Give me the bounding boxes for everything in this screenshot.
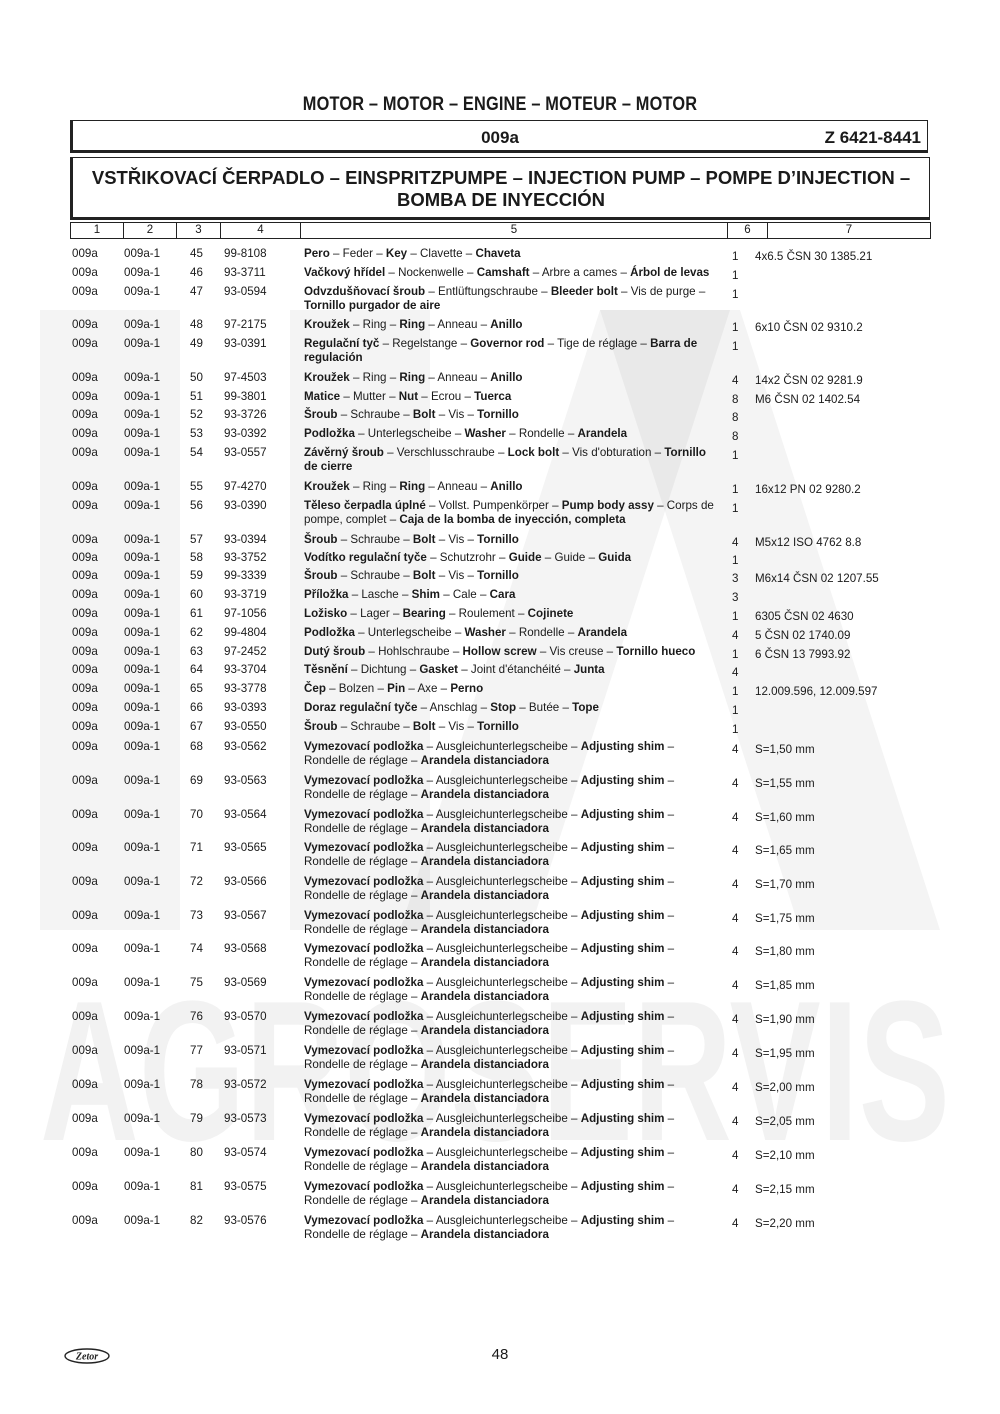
group-title: VSTŘIKOVACÍ ČERPADLO – EINSPRITZPUMPE – INJECTION PUMP – POMPE D’INJECTION – BOMBA DE INYECCIÓN bbox=[91, 167, 911, 210]
cell-c4: 93-0572 bbox=[224, 1078, 267, 1091]
cell-c3: 70 bbox=[190, 808, 203, 821]
cell-c3: 62 bbox=[190, 626, 203, 639]
cell-c7: S=1,80 mm bbox=[755, 945, 815, 958]
cell-c4: 93-0568 bbox=[224, 942, 267, 955]
cell-c4: 99-3339 bbox=[224, 569, 267, 582]
cell-c4: 93-0394 bbox=[224, 533, 267, 546]
cell-c5: Vymezovací podložka – Ausgleichunterlegscheibe – Adjusting shim – Rondelle de réglage – Arandela distanciadora bbox=[304, 1146, 675, 1173]
cell-c3: 60 bbox=[190, 588, 203, 601]
cell-c2: 009a-1 bbox=[124, 875, 161, 888]
column-header: 7 bbox=[845, 224, 853, 236]
section-code: 009a bbox=[481, 128, 519, 147]
section-header bbox=[70, 120, 928, 153]
cell-c3: 64 bbox=[190, 663, 203, 676]
cell-c3: 66 bbox=[190, 701, 203, 714]
cell-c4: 99-4804 bbox=[224, 626, 267, 639]
cell-c6: 1 bbox=[732, 288, 739, 301]
cell-c7: S=1,50 mm bbox=[755, 743, 815, 756]
cell-c4: 93-0563 bbox=[224, 774, 267, 787]
cell-c3: 81 bbox=[190, 1180, 203, 1193]
cell-c2: 009a-1 bbox=[124, 1146, 161, 1159]
cell-c5: Kroužek – Ring – Ring – Anneau – Anillo bbox=[304, 371, 523, 384]
cell-c7: M6 ČSN 02 1402.54 bbox=[755, 393, 861, 406]
cell-c2: 009a-1 bbox=[124, 774, 161, 787]
cell-c4: 93-0557 bbox=[224, 446, 267, 459]
cell-c2: 009a-1 bbox=[124, 1078, 161, 1091]
cell-c3: 73 bbox=[190, 909, 203, 922]
cell-c6: 4 bbox=[732, 1013, 739, 1026]
cell-c5: Vymezovací podložka – Ausgleichunterlegscheibe – Adjusting shim – Rondelle de réglage – Arandela distanciadora bbox=[304, 1044, 675, 1071]
cell-c2: 009a-1 bbox=[124, 480, 161, 493]
cell-c1: 009a bbox=[72, 1044, 98, 1057]
cell-c5: Vymezovací podložka – Ausgleichunterlegscheibe – Adjusting shim – Rondelle de réglage – Arandela distanciadora bbox=[304, 808, 675, 835]
cell-c1: 009a bbox=[72, 588, 98, 601]
cell-c6: 4 bbox=[732, 945, 739, 958]
cell-c4: 99-3801 bbox=[224, 390, 267, 403]
cell-c1: 009a bbox=[72, 569, 98, 582]
cell-c5: Šroub – Schraube – Bolt – Vis – Tornillo bbox=[304, 408, 519, 421]
cell-c3: 63 bbox=[190, 645, 203, 658]
cell-c1: 009a bbox=[72, 701, 98, 714]
cell-c7: 4x6.5 ČSN 30 1385.21 bbox=[755, 250, 873, 263]
cell-c3: 57 bbox=[190, 533, 203, 546]
cell-c2: 009a-1 bbox=[124, 976, 161, 989]
cell-c5: Vodítko regulační tyče – Schutzrohr – Guide – Guide – Guida bbox=[304, 551, 632, 564]
column-header: 2 bbox=[124, 223, 177, 238]
cell-c2: 009a-1 bbox=[124, 663, 161, 676]
cell-c2: 009a-1 bbox=[124, 682, 161, 695]
cell-c7: 14x2 ČSN 02 9281.9 bbox=[755, 374, 863, 387]
cell-c4: 97-2175 bbox=[224, 318, 267, 331]
cell-c4: 93-0594 bbox=[224, 285, 267, 298]
cell-c3: 54 bbox=[190, 446, 203, 459]
cell-c2: 009a-1 bbox=[124, 588, 161, 601]
cell-c1: 009a bbox=[72, 446, 98, 459]
cell-c2: 009a-1 bbox=[124, 607, 161, 620]
cell-c3: 76 bbox=[190, 1010, 203, 1023]
cell-c4: 93-0393 bbox=[224, 701, 267, 714]
cell-c5: Čep – Bolzen – Pin – Axe – Perno bbox=[304, 682, 484, 695]
cell-c6: 1 bbox=[732, 723, 739, 736]
column-header: 5 bbox=[301, 223, 728, 238]
cell-c1: 009a bbox=[72, 408, 98, 421]
cell-c7: S=1,70 mm bbox=[755, 878, 815, 891]
cell-c6: 4 bbox=[732, 743, 739, 756]
cell-c3: 71 bbox=[190, 841, 203, 854]
cell-c1: 009a bbox=[72, 976, 98, 989]
cell-c4: 93-0391 bbox=[224, 337, 267, 350]
cell-c5: Vačkový hřídel – Nockenwelle – Camshaft – Arbre a cames – Árbol de levas bbox=[304, 266, 710, 279]
cell-c5: Odvzdušňovací šroub – Entlüftungschraube – Bleeder bolt – Vis de purge – Tornillo purgador de aire bbox=[304, 285, 706, 312]
cell-c7: S=1,90 mm bbox=[755, 1013, 815, 1026]
cell-c3: 45 bbox=[190, 247, 203, 260]
cell-c1: 009a bbox=[72, 266, 98, 279]
cell-c5: Regulační tyč – Regelstange – Governor rod – Tige de réglage – Barra de regulación bbox=[304, 337, 698, 364]
cell-c3: 52 bbox=[190, 408, 203, 421]
cell-c1: 009a bbox=[72, 427, 98, 440]
cell-c4: 97-1056 bbox=[224, 607, 267, 620]
cell-c1: 009a bbox=[72, 1214, 98, 1227]
cell-c6: 8 bbox=[732, 430, 739, 443]
cell-c3: 59 bbox=[190, 569, 203, 582]
cell-c3: 75 bbox=[190, 976, 203, 989]
cell-c5: Podložka – Unterlegscheibe – Washer – Rondelle – Arandela bbox=[304, 427, 628, 440]
cell-c6: 1 bbox=[732, 340, 739, 353]
cell-c5: Matice – Mutter – Nut – Ecrou – Tuerca bbox=[304, 390, 512, 403]
cell-c7: S=1,60 mm bbox=[755, 811, 815, 824]
cell-c3: 69 bbox=[190, 774, 203, 787]
column-header: 1 bbox=[71, 223, 124, 238]
cell-c6: 4 bbox=[732, 912, 739, 925]
cell-c1: 009a bbox=[72, 247, 98, 260]
cell-c3: 48 bbox=[190, 318, 203, 331]
page-number: 48 bbox=[491, 1346, 509, 1363]
cell-c1: 009a bbox=[72, 480, 98, 493]
watermark-text: AGROSERVIS bbox=[40, 960, 950, 1183]
cell-c7: M5x12 ISO 4762 8.8 bbox=[755, 536, 862, 549]
cell-c7: 6x10 ČSN 02 9310.2 bbox=[755, 321, 863, 334]
cell-c1: 009a bbox=[72, 808, 98, 821]
cell-c1: 009a bbox=[72, 499, 98, 512]
cell-c3: 72 bbox=[190, 875, 203, 888]
cell-c2: 009a-1 bbox=[124, 337, 161, 350]
cell-c3: 61 bbox=[190, 607, 203, 620]
cell-c6: 4 bbox=[732, 811, 739, 824]
cell-c5: Vymezovací podložka – Ausgleichunterlegscheibe – Adjusting shim – Rondelle de réglage – Arandela distanciadora bbox=[304, 1180, 675, 1207]
cell-c1: 009a bbox=[72, 663, 98, 676]
cell-c5: Vymezovací podložka – Ausgleichunterlegscheibe – Adjusting shim – Rondelle de réglage – Arandela distanciadora bbox=[304, 942, 675, 969]
cell-c6: 1 bbox=[732, 449, 739, 462]
cell-c4: 93-3719 bbox=[224, 588, 267, 601]
cell-c6: 1 bbox=[732, 269, 739, 282]
cell-c1: 009a bbox=[72, 1112, 98, 1125]
cell-c2: 009a-1 bbox=[124, 1044, 161, 1057]
cell-c2: 009a-1 bbox=[124, 626, 161, 639]
cell-c6: 1 bbox=[732, 610, 739, 623]
cell-c4: 93-0569 bbox=[224, 976, 267, 989]
cell-c3: 53 bbox=[190, 427, 203, 440]
cell-c4: 93-0576 bbox=[224, 1214, 267, 1227]
cell-c4: 93-3778 bbox=[224, 682, 267, 695]
cell-c3: 74 bbox=[190, 942, 203, 955]
cell-c2: 009a-1 bbox=[124, 499, 161, 512]
cell-c6: 4 bbox=[732, 1115, 739, 1128]
cell-c5: Šroub – Schraube – Bolt – Vis – Tornillo bbox=[304, 720, 519, 733]
model-code: Z 6421-8441 bbox=[824, 128, 921, 147]
cell-c2: 009a-1 bbox=[124, 533, 161, 546]
cell-c4: 93-3726 bbox=[224, 408, 267, 421]
cell-c3: 58 bbox=[190, 551, 203, 564]
cell-c1: 009a bbox=[72, 740, 98, 753]
cell-c6: 4 bbox=[732, 666, 739, 679]
cell-c4: 97-4270 bbox=[224, 480, 267, 493]
cell-c7: S=1,95 mm bbox=[755, 1047, 815, 1060]
cell-c3: 46 bbox=[190, 266, 203, 279]
cell-c1: 009a bbox=[72, 551, 98, 564]
cell-c2: 009a-1 bbox=[124, 942, 161, 955]
cell-c1: 009a bbox=[72, 909, 98, 922]
cell-c3: 67 bbox=[190, 720, 203, 733]
cell-c7: S=1,85 mm bbox=[755, 979, 815, 992]
cell-c7: S=2,10 mm bbox=[755, 1149, 815, 1162]
cell-c5: Vymezovací podložka – Ausgleichunterlegscheibe – Adjusting shim – Rondelle de réglage – Arandela distanciadora bbox=[304, 841, 675, 868]
cell-c5: Kroužek – Ring – Ring – Anneau – Anillo bbox=[304, 480, 523, 493]
cell-c4: 93-0392 bbox=[224, 427, 267, 440]
cell-c4: 93-0571 bbox=[224, 1044, 267, 1057]
cell-c1: 009a bbox=[72, 337, 98, 350]
cell-c2: 009a-1 bbox=[124, 720, 161, 733]
cell-c5: Vymezovací podložka – Ausgleichunterlegscheibe – Adjusting shim – Rondelle de réglage – Arandela distanciadora bbox=[304, 740, 675, 767]
cell-c6: 1 bbox=[732, 321, 739, 334]
cell-c5: Vymezovací podložka – Ausgleichunterlegscheibe – Adjusting shim – Rondelle de réglage – Arandela distanciadora bbox=[304, 1078, 675, 1105]
cell-c6: 4 bbox=[732, 1081, 739, 1094]
cell-c3: 78 bbox=[190, 1078, 203, 1091]
cell-c3: 55 bbox=[190, 480, 203, 493]
cell-c5: Vymezovací podložka – Ausgleichunterlegscheibe – Adjusting shim – Rondelle de réglage – Arandela distanciadora bbox=[304, 774, 675, 801]
cell-c2: 009a-1 bbox=[124, 1112, 161, 1125]
cell-c6: 1 bbox=[732, 704, 739, 717]
cell-c2: 009a-1 bbox=[124, 645, 161, 658]
cell-c1: 009a bbox=[72, 875, 98, 888]
cell-c4: 99-8108 bbox=[224, 247, 267, 260]
cell-c1: 009a bbox=[72, 841, 98, 854]
cell-c2: 009a-1 bbox=[124, 318, 161, 331]
cell-c3: 79 bbox=[190, 1112, 203, 1125]
cell-c1: 009a bbox=[72, 1078, 98, 1091]
cell-c6: 1 bbox=[732, 648, 739, 661]
page-title: MOTOR – MOTOR – ENGINE – MOTEUR – MOTOR bbox=[302, 94, 698, 115]
cell-c7: 6 ČSN 13 7993.92 bbox=[755, 648, 851, 661]
cell-c7: S=2,20 mm bbox=[755, 1217, 815, 1230]
cell-c2: 009a-1 bbox=[124, 701, 161, 714]
cell-c2: 009a-1 bbox=[124, 551, 161, 564]
cell-c4: 93-0564 bbox=[224, 808, 267, 821]
group-header bbox=[70, 157, 930, 220]
cell-c5: Těleso čerpadla úplné – Vollst. Pumpenkörper – Pump body assy – Corps de pompe, complet – Caja de la bomba de inyección, completa bbox=[304, 499, 714, 526]
cell-c4: 93-3752 bbox=[224, 551, 267, 564]
cell-c2: 009a-1 bbox=[124, 408, 161, 421]
cell-c5: Vymezovací podložka – Ausgleichunterlegscheibe – Adjusting shim – Rondelle de réglage – Arandela distanciadora bbox=[304, 976, 675, 1003]
cell-c7: M6x14 ČSN 02 1207.55 bbox=[755, 572, 879, 585]
cell-c6: 4 bbox=[732, 536, 739, 549]
cell-c7: S=2,15 mm bbox=[755, 1183, 815, 1196]
cell-c4: 93-0565 bbox=[224, 841, 267, 854]
cell-c5: Vymezovací podložka – Ausgleichunterlegscheibe – Adjusting shim – Rondelle de réglage – Arandela distanciadora bbox=[304, 1112, 675, 1139]
cell-c4: 93-3711 bbox=[224, 266, 266, 279]
cell-c1: 009a bbox=[72, 390, 98, 403]
cell-c1: 009a bbox=[72, 682, 98, 695]
cell-c5: Vymezovací podložka – Ausgleichunterlegscheibe – Adjusting shim – Rondelle de réglage – Arandela distanciadora bbox=[304, 1214, 675, 1241]
cell-c2: 009a-1 bbox=[124, 841, 161, 854]
zetor-logo-text: Zetor bbox=[75, 1351, 99, 1363]
cell-c5: Vymezovací podložka – Ausgleichunterlegscheibe – Adjusting shim – Rondelle de réglage – Arandela distanciadora bbox=[304, 1010, 675, 1037]
cell-c2: 009a-1 bbox=[124, 285, 161, 298]
cell-c6: 4 bbox=[732, 1149, 739, 1162]
cell-c1: 009a bbox=[72, 1180, 98, 1193]
cell-c5: Dutý šroub – Hohlschraube – Hollow screw – Vis creuse – Tornillo hueco bbox=[304, 645, 696, 658]
cell-c3: 80 bbox=[190, 1146, 203, 1159]
column-header: 6 bbox=[728, 223, 768, 238]
cell-c5: Vymezovací podložka – Ausgleichunterlegscheibe – Adjusting shim – Rondelle de réglage – Arandela distanciadora bbox=[304, 909, 675, 936]
cell-c4: 93-0562 bbox=[224, 740, 267, 753]
cell-c1: 009a bbox=[72, 371, 98, 384]
cell-c5: Kroužek – Ring – Ring – Anneau – Anillo bbox=[304, 318, 523, 331]
cell-c4: 97-4503 bbox=[224, 371, 267, 384]
cell-c7: S=1,55 mm bbox=[755, 777, 815, 790]
cell-c3: 47 bbox=[190, 285, 203, 298]
cell-c1: 009a bbox=[72, 720, 98, 733]
column-header: 3 bbox=[177, 223, 221, 238]
cell-c2: 009a-1 bbox=[124, 390, 161, 403]
cell-c6: 4 bbox=[732, 1047, 739, 1060]
cell-c6: 4 bbox=[732, 629, 739, 642]
cell-c5: Šroub – Schraube – Bolt – Vis – Tornillo bbox=[304, 569, 519, 582]
cell-c5: Pero – Feder – Key – Clavette – Chaveta bbox=[304, 247, 521, 260]
cell-c6: 1 bbox=[732, 483, 739, 496]
cell-c5: Doraz regulační tyče – Anschlag – Stop – Butée – Tope bbox=[304, 701, 599, 714]
cell-c3: 50 bbox=[190, 371, 203, 384]
cell-c1: 009a bbox=[72, 645, 98, 658]
cell-c5: Závěrný šroub – Verschlusschraube – Lock bolt – Vis d'obturation – Tornillo de cierre bbox=[304, 446, 706, 473]
cell-c5: Vymezovací podložka – Ausgleichunterlegscheibe – Adjusting shim – Rondelle de réglage – Arandela distanciadora bbox=[304, 875, 675, 902]
cell-c6: 3 bbox=[732, 591, 739, 604]
cell-c6: 1 bbox=[732, 250, 739, 263]
cell-c3: 56 bbox=[190, 499, 203, 512]
cell-c3: 82 bbox=[190, 1214, 203, 1227]
cell-c1: 009a bbox=[72, 942, 98, 955]
cell-c1: 009a bbox=[72, 285, 98, 298]
cell-c4: 93-0573 bbox=[224, 1112, 267, 1125]
cell-c6: 4 bbox=[732, 777, 739, 790]
cell-c7: 6305 ČSN 02 4630 bbox=[755, 610, 854, 623]
cell-c1: 009a bbox=[72, 607, 98, 620]
cell-c3: 65 bbox=[190, 682, 203, 695]
cell-c6: 1 bbox=[732, 554, 739, 567]
cell-c5: Ložisko – Lager – Bearing – Roulement – Cojinete bbox=[304, 607, 574, 620]
cell-c4: 97-2452 bbox=[224, 645, 267, 658]
cell-c2: 009a-1 bbox=[124, 247, 161, 260]
cell-c6: 4 bbox=[732, 1183, 739, 1196]
cell-c4: 93-3704 bbox=[224, 663, 267, 676]
cell-c1: 009a bbox=[72, 318, 98, 331]
cell-c4: 93-0550 bbox=[224, 720, 267, 733]
cell-c3: 68 bbox=[190, 740, 203, 753]
cell-c4: 93-0574 bbox=[224, 1146, 267, 1159]
cell-c7: S=1,75 mm bbox=[755, 912, 815, 925]
cell-c7: S=2,00 mm bbox=[755, 1081, 815, 1094]
cell-c1: 009a bbox=[72, 1010, 98, 1023]
cell-c6: 4 bbox=[732, 1217, 739, 1230]
cell-c4: 93-0390 bbox=[224, 499, 267, 512]
cell-c1: 009a bbox=[72, 774, 98, 787]
cell-c3: 51 bbox=[190, 390, 203, 403]
cell-c6: 3 bbox=[732, 572, 739, 585]
cell-c5: Těsnění – Dichtung – Gasket – Joint d'étanchéité – Junta bbox=[304, 663, 605, 676]
cell-c4: 93-0575 bbox=[224, 1180, 267, 1193]
cell-c7: S=2,05 mm bbox=[755, 1115, 815, 1128]
column-header: 4 bbox=[221, 223, 301, 238]
cell-c6: 1 bbox=[732, 685, 739, 698]
cell-c6: 4 bbox=[732, 878, 739, 891]
cell-c5: Příložka – Lasche – Shim – Cale – Cara bbox=[304, 588, 516, 601]
cell-c4: 93-0567 bbox=[224, 909, 267, 922]
cell-c2: 009a-1 bbox=[124, 569, 161, 582]
cell-c6: 4 bbox=[732, 979, 739, 992]
cell-c2: 009a-1 bbox=[124, 1214, 161, 1227]
column-header-row bbox=[70, 222, 931, 239]
cell-c7: S=1,65 mm bbox=[755, 844, 815, 857]
cell-c1: 009a bbox=[72, 1146, 98, 1159]
cell-c6: 4 bbox=[732, 374, 739, 387]
cell-c2: 009a-1 bbox=[124, 808, 161, 821]
cell-c2: 009a-1 bbox=[124, 446, 161, 459]
cell-c2: 009a-1 bbox=[124, 1180, 161, 1193]
cell-c2: 009a-1 bbox=[124, 740, 161, 753]
cell-c4: 93-0566 bbox=[224, 875, 267, 888]
cell-c2: 009a-1 bbox=[124, 266, 161, 279]
cell-c6: 8 bbox=[732, 393, 739, 406]
cell-c2: 009a-1 bbox=[124, 1010, 161, 1023]
cell-c7: 16x12 PN 02 9280.2 bbox=[755, 483, 861, 496]
cell-c1: 009a bbox=[72, 626, 98, 639]
cell-c2: 009a-1 bbox=[124, 909, 161, 922]
cell-c6: 4 bbox=[732, 844, 739, 857]
cell-c3: 49 bbox=[190, 337, 203, 350]
cell-c6: 8 bbox=[732, 411, 739, 424]
cell-c7: 5 ČSN 02 1740.09 bbox=[755, 629, 851, 642]
cell-c3: 77 bbox=[190, 1044, 203, 1057]
cell-c4: 93-0570 bbox=[224, 1010, 267, 1023]
cell-c1: 009a bbox=[72, 533, 98, 546]
cell-c6: 1 bbox=[732, 502, 739, 515]
cell-c5: Šroub – Schraube – Bolt – Vis – Tornillo bbox=[304, 533, 519, 546]
cell-c2: 009a-1 bbox=[124, 427, 161, 440]
cell-c2: 009a-1 bbox=[124, 371, 161, 384]
cell-c5: Podložka – Unterlegscheibe – Washer – Rondelle – Arandela bbox=[304, 626, 628, 639]
cell-c7: 12.009.596, 12.009.597 bbox=[755, 685, 878, 698]
